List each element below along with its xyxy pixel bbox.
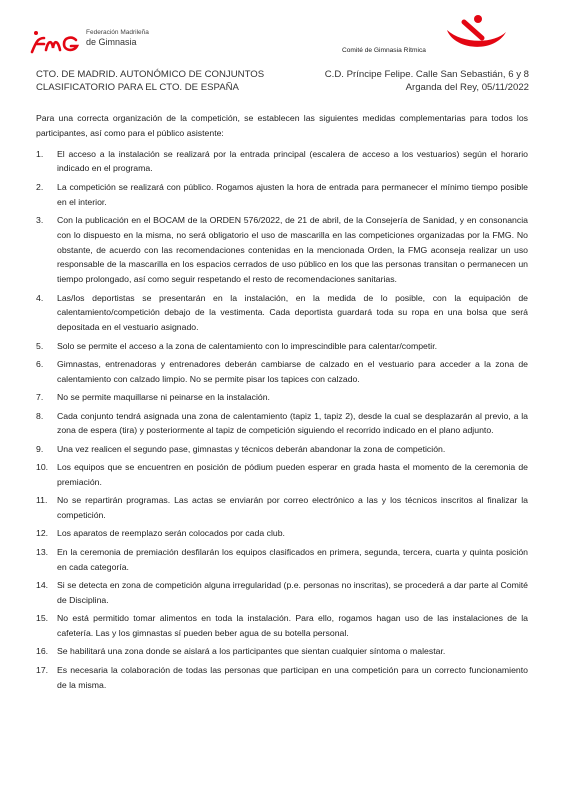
list-item bbox=[36, 339, 528, 354]
item-number: 13. bbox=[36, 546, 49, 557]
item-text: Si se detecta en zona de competición alguna irregularidad (p.e. personas no inscritas), se procederá a dar parte al Comité de Disciplina. bbox=[57, 580, 528, 605]
item-text: No se permite maquillarse ni peinarse en la instalación. bbox=[57, 392, 270, 403]
item-text: El acceso a la instalación se realizará por la entrada principal (escalera de acceso a los vestuarios) según el horario indicado en el programa. bbox=[57, 148, 528, 174]
item-number: 11. bbox=[36, 495, 48, 506]
list-item bbox=[36, 213, 528, 287]
event-title-block bbox=[36, 68, 264, 94]
item-text: Los equipos que se encuentren en posición de pódium pueden esperar en grada hasta el momento de la ceremonia de premiación. bbox=[57, 462, 528, 487]
list-item bbox=[36, 357, 528, 387]
item-number: 3. bbox=[36, 214, 44, 225]
committee-name: Comité de Gimnasia Rítmica bbox=[342, 47, 426, 54]
item-text: En la ceremonia de premiación desfilarán los equipos clasificados en primera, segunda, tercera, cuarta y quinta posición en cada categoría. bbox=[57, 546, 528, 572]
event-title-line1: CTO. DE MADRID. AUTONÓMICO DE CONJUNTOS bbox=[36, 69, 265, 80]
event-title-line2: CLASIFICATORIO PARA EL CTO. DE ESPAÑA bbox=[36, 82, 239, 93]
list-item bbox=[36, 147, 528, 177]
item-text: Cada conjunto tendrá asignada una zona de calentamiento (tapiz 1, tapiz 2), desde la cual se desplazarán al previo, a la zona de espera (tira) y posteriormente al tapiz de competición siguiendo el recorrido indicado en el plano adjunto. bbox=[57, 410, 528, 436]
list-item bbox=[36, 390, 528, 405]
list-item bbox=[36, 526, 528, 541]
item-number: 12. bbox=[36, 528, 49, 539]
fmg-logo bbox=[28, 26, 168, 60]
item-number: 8. bbox=[36, 410, 44, 421]
item-number: 2. bbox=[36, 181, 44, 192]
item-number: 9. bbox=[36, 443, 44, 454]
list-item bbox=[36, 493, 528, 523]
item-text: Una vez realicen el segundo pase, gimnastas y técnicos deberán abandonar la zona de competición. bbox=[57, 443, 446, 454]
item-text: Solo se permite el acceso a la zona de calentamiento con lo imprescindible para calentar/competir. bbox=[57, 340, 438, 351]
venue-address: C.D. Príncipe Felipe. Calle San Sebastián, 6 y 8 bbox=[324, 69, 529, 80]
fmg-logo-icon bbox=[28, 26, 86, 58]
item-text: Los aparatos de reemplazo serán colocados por cada club. bbox=[57, 528, 285, 539]
list-item bbox=[36, 409, 528, 439]
list-item bbox=[36, 545, 528, 575]
list-item bbox=[36, 460, 528, 490]
item-number: 4. bbox=[36, 292, 44, 303]
item-number: 7. bbox=[36, 392, 44, 403]
federation-name: de Gimnasia bbox=[86, 37, 137, 47]
intro-paragraph: Para una correcta organización de la competición, se establecen las siguientes medidas complementarias para todos los participantes, así como para el público asistente: bbox=[36, 113, 528, 138]
venue-block bbox=[325, 68, 529, 94]
item-number: 14. bbox=[36, 580, 49, 591]
item-text: Gimnastas, entrenadoras y entrenadores deberán cambiarse de calzado en el vestuario para acceder a la zona de calentamiento con calzado limpio. No se permite pisar los tapices con calzado. bbox=[57, 358, 528, 384]
item-text: Se habilitará una zona donde se aislará a los participantes que sientan cualquier síntoma o malestar. bbox=[57, 646, 446, 657]
item-text: Las/los deportistas se presentarán en la instalación, en la medida de lo posible, con la equipación de calentamiento/competición debajo de la vestimenta. Cada deportista guardará toda su ropa en una bolsa que será depositada en el vestuario asignado. bbox=[57, 292, 528, 333]
item-text: Con la publicación en el BOCAM de la ORDEN 576/2022, de 21 de abril, de la Consejería de Sanidad, y en consonancia con lo dispuesto en la misma, no será obligatorio el uso de mascarilla en las competiciones organizadas por la FMG. No obstante, de acuerdo con las recomendaciones contenidas en la mencionada Orden, la FMG aconseja realizar un uso responsable de la mascarilla en los espacios cerrados de uso público en los que las personas transitan o permanecen un tiempo prolongado, así como seguir respetando el resto de recomendaciones sanitarias. bbox=[57, 214, 528, 285]
item-number: 6. bbox=[36, 358, 44, 369]
federation-small-text: Federación Madrileña bbox=[86, 29, 149, 36]
list-item bbox=[36, 180, 528, 210]
item-text: No está permitido tomar alimentos en toda la instalación. Para ello, rogamos hagan uso de las instalaciones de la cafetería. Las y los gimnastas sí pueden beber agua de su botella personal. bbox=[57, 613, 528, 639]
measures-list bbox=[36, 147, 528, 693]
item-number: 16. bbox=[36, 646, 49, 657]
list-item bbox=[36, 578, 528, 608]
list-item bbox=[36, 291, 528, 335]
rhythmic-gymnastics-logo-icon bbox=[444, 14, 508, 54]
list-item bbox=[36, 611, 528, 641]
list-item bbox=[36, 644, 528, 659]
list-item bbox=[36, 442, 528, 457]
item-number: 10. bbox=[36, 462, 49, 473]
item-text: Es necesaria la colaboración de todas las personas que participan en una competición para un correcto funcionamiento de la misma. bbox=[57, 664, 528, 690]
item-number: 15. bbox=[36, 613, 49, 624]
venue-date: Arganda del Rey, 05/11/2022 bbox=[405, 82, 529, 93]
document-body bbox=[36, 111, 528, 696]
list-item bbox=[36, 663, 528, 693]
item-number: 1. bbox=[36, 148, 44, 159]
item-number: 5. bbox=[36, 340, 44, 351]
item-text: No se repartirán programas. Las actas se enviarán por correo electrónico a las y los técnicos inscritos al finalizar la competición. bbox=[57, 495, 528, 521]
item-text: La competición se realizará con público. Rogamos ajusten la hora de entrada para permanecer el mínimo tiempo posible en el interior. bbox=[57, 181, 528, 207]
item-number: 17. bbox=[36, 664, 49, 675]
